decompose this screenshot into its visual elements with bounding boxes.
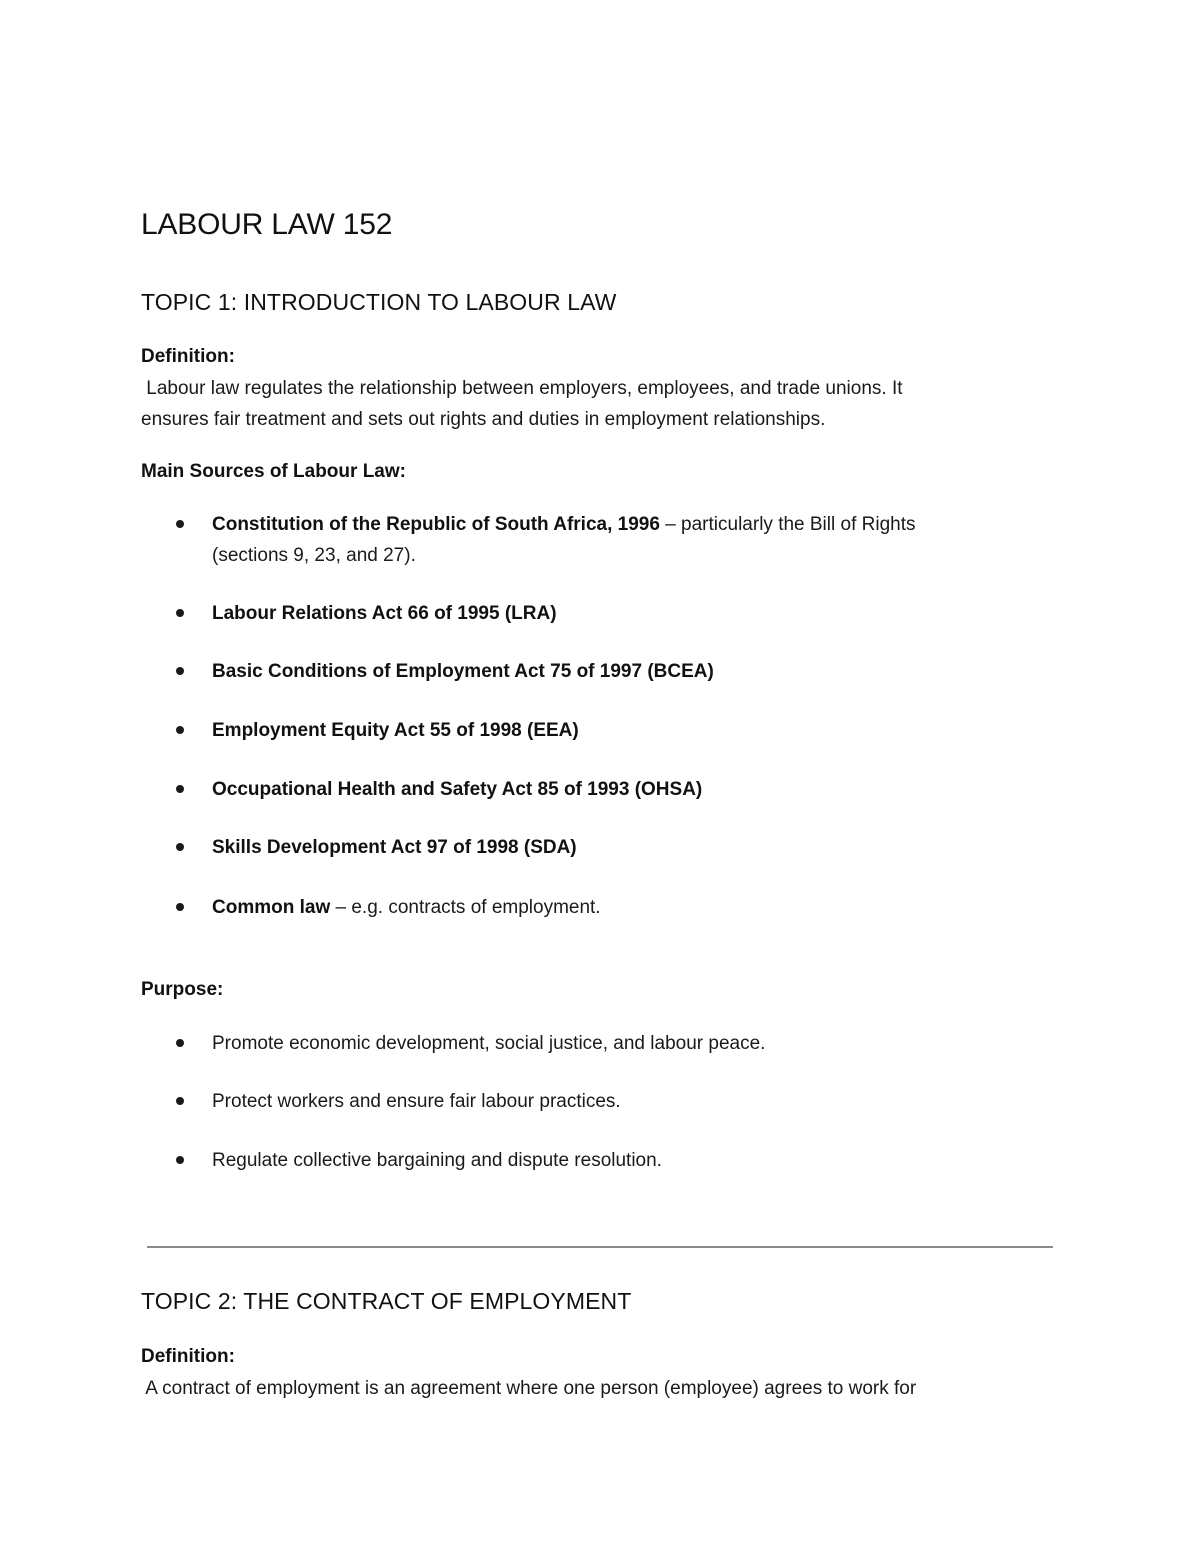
source-name: Skills Development Act 97 of 1998 (SDA) xyxy=(212,837,577,858)
definition-line: ensures fair treatment and sets out rights and duties in employment relationships. xyxy=(141,409,826,430)
bullet-dot-icon xyxy=(176,726,184,734)
main-sources-label: Main Sources of Labour Law: xyxy=(141,461,406,482)
bullet-dot-icon xyxy=(176,667,184,675)
definition-line: Labour law regulates the relationship between employers, employees, and trade unions. It xyxy=(141,378,903,399)
topic-2-definition-label: Definition: xyxy=(141,1346,235,1367)
source-name: Occupational Health and Safety Act 85 of 1993 (OHSA) xyxy=(212,779,703,800)
source-note-continued: (sections 9, 23, and 27). xyxy=(212,545,416,566)
bullet-dot-icon xyxy=(176,785,184,793)
section-divider xyxy=(147,1246,1053,1248)
topic-2-heading: TOPIC 2: THE CONTRACT OF EMPLOYMENT xyxy=(141,1288,632,1314)
bullet-dot-icon xyxy=(176,1097,184,1105)
source-note: – e.g. contracts of employment. xyxy=(330,897,601,918)
topic-1-definition-label: Definition: xyxy=(141,346,235,367)
bullet-dot-icon xyxy=(176,903,184,911)
source-name: Basic Conditions of Employment Act 75 of 1997 (BCEA) xyxy=(212,661,714,682)
purpose-text: Regulate collective bargaining and dispute resolution. xyxy=(212,1150,662,1171)
source-name: Labour Relations Act 66 of 1995 (LRA) xyxy=(212,603,557,624)
bullet-dot-icon xyxy=(176,1039,184,1047)
source-name: Constitution of the Republic of South Africa, 1996 xyxy=(212,514,660,535)
bullet-dot-icon xyxy=(176,609,184,617)
source-note: – particularly the Bill of Rights xyxy=(659,514,916,535)
bullet-dot-icon xyxy=(176,520,184,528)
purpose-text: Promote economic development, social justice, and labour peace. xyxy=(212,1033,766,1054)
definition-line: A contract of employment is an agreement where one person (employee) agrees to work for xyxy=(141,1378,917,1399)
topic-1-definition-text xyxy=(141,373,1061,435)
bullet-dot-icon xyxy=(176,843,184,851)
source-name: Employment Equity Act 55 of 1998 (EEA) xyxy=(212,720,579,741)
topic-1-heading: TOPIC 1: INTRODUCTION TO LABOUR LAW xyxy=(141,289,617,315)
topic-2-definition-text xyxy=(141,1373,1061,1404)
purpose-label: Purpose: xyxy=(141,979,224,1000)
purpose-text: Protect workers and ensure fair labour practices. xyxy=(212,1091,621,1112)
source-name: Common law xyxy=(212,897,331,918)
document-title: LABOUR LAW 152 xyxy=(141,208,393,241)
bullet-dot-icon xyxy=(176,1156,184,1164)
